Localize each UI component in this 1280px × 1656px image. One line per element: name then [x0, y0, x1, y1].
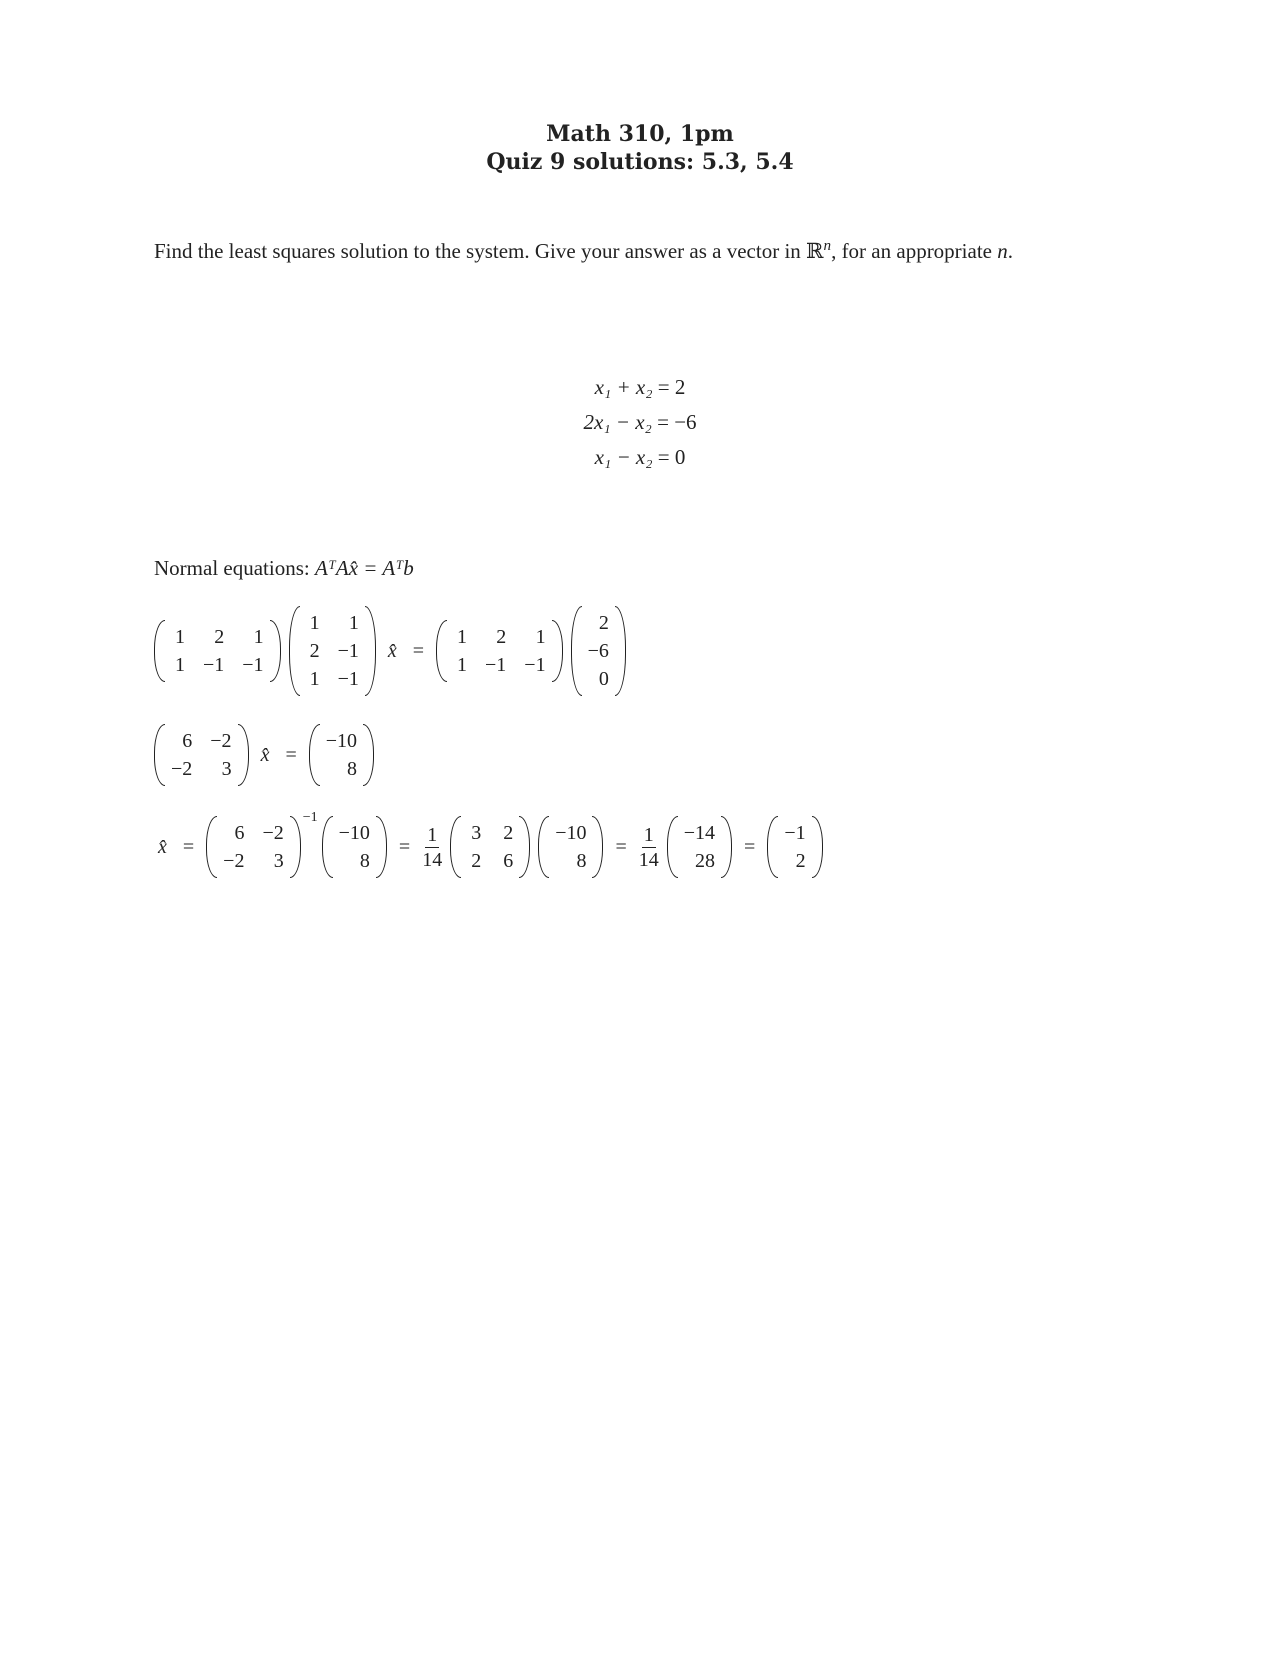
fraction: [422, 823, 442, 872]
system-row: [0, 405, 1280, 440]
vector-product: [667, 816, 732, 878]
system-row: [0, 440, 1280, 475]
equals-sign: =: [652, 375, 675, 399]
matrix-cells: [678, 816, 721, 878]
matrix-cells: [461, 816, 519, 878]
matrix-entry: 3: [471, 822, 482, 844]
matrix-adjugate: [450, 816, 530, 878]
equation-line-3: [150, 810, 827, 878]
matrix-entry: 2: [795, 850, 806, 872]
matrix-entry: 2: [496, 626, 507, 648]
matrix-cells: [333, 816, 376, 878]
right-paren: [592, 816, 603, 878]
matrix-entry: 0: [598, 668, 609, 690]
matrix-cells: [320, 724, 363, 786]
fraction-denominator: 14: [638, 848, 659, 871]
matrix-entry: 1: [253, 626, 264, 648]
matrix-entry: 1: [457, 626, 468, 648]
matrix-entry: −10: [555, 822, 587, 844]
right-paren: [552, 620, 563, 682]
matrix-entry: −1: [524, 654, 546, 676]
matrix-entry: −6: [587, 640, 609, 662]
set-symbol: ℝ: [806, 239, 824, 263]
equation-line-2: [150, 724, 378, 786]
matrix-a: [289, 606, 376, 696]
equals-sign: =: [182, 835, 195, 858]
system-lhs: x₁ − x₂: [594, 445, 653, 469]
matrix-entry: −2: [223, 850, 245, 872]
equals-sign: =: [412, 639, 425, 662]
matrix-entry: −1: [485, 654, 507, 676]
matrix-entry: −1: [242, 654, 264, 676]
right-paren: [290, 816, 301, 878]
matrix-entry: 1: [309, 668, 320, 690]
matrix-cells: [165, 724, 238, 786]
left-paren: [322, 816, 333, 878]
linear-system: [0, 370, 1280, 475]
matrix-entry: 3: [221, 758, 232, 780]
fraction: [639, 823, 659, 872]
matrix-ata: [154, 724, 249, 786]
system-rhs: 2: [674, 375, 686, 399]
left-paren: [289, 606, 300, 696]
left-paren: [436, 620, 447, 682]
fraction-numerator: 1: [643, 823, 654, 846]
inverse-exponent: −1: [302, 810, 318, 825]
xhat-symbol: x̂: [260, 743, 270, 766]
right-paren: [376, 816, 387, 878]
right-paren: [363, 724, 374, 786]
normal-equation: AᵀAx̂ = Aᵀb⃗: [314, 556, 431, 580]
matrix-entry: −1: [337, 668, 359, 690]
matrix-entry: 8: [576, 850, 587, 872]
matrix-entry: 2: [214, 626, 225, 648]
normal-label: Normal equations:: [154, 556, 315, 580]
matrix-entry: 1: [175, 654, 185, 676]
matrix-entry: −2: [171, 758, 193, 780]
matrix-cells: [217, 816, 290, 878]
right-paren: [721, 816, 732, 878]
matrix-cells: [778, 816, 811, 878]
equals-sign: =: [398, 835, 411, 858]
left-paren: [667, 816, 678, 878]
right-paren: [519, 816, 530, 878]
right-paren: [238, 724, 249, 786]
matrix-entry: 6: [234, 822, 245, 844]
right-paren: [365, 606, 376, 696]
equals-sign: =: [652, 445, 675, 469]
matrix-cells: [300, 606, 365, 696]
matrix-entry: −2: [262, 822, 284, 844]
xhat-symbol: x̂: [158, 835, 167, 858]
matrix-a-transpose: [154, 620, 281, 682]
right-paren: [615, 606, 626, 696]
matrix-entry: −10: [325, 730, 358, 752]
equals-sign: =: [744, 835, 756, 858]
matrix-entry: 8: [359, 850, 370, 872]
xhat-symbol: x̂: [387, 639, 397, 662]
matrix-entry: 1: [175, 626, 185, 648]
course-title: Math 310, 1pm: [546, 121, 734, 147]
left-paren: [154, 724, 165, 786]
matrix-entry: 2: [471, 850, 482, 872]
equals-sign: =: [651, 410, 675, 434]
matrix-entry: 2: [503, 822, 514, 844]
matrix-ata: [206, 816, 301, 878]
matrix-a-transpose: [436, 620, 563, 682]
vector-atb: [322, 816, 387, 878]
matrix-entry: 1: [309, 612, 320, 634]
quiz-title: Quiz 9 solutions: 5.3, 5.4: [486, 149, 794, 175]
matrix-entry: −1: [337, 640, 359, 662]
matrix-entry: −1: [784, 822, 806, 844]
system-row: [0, 370, 1280, 405]
matrix-entry: 1: [535, 626, 546, 648]
left-paren: [538, 816, 549, 878]
equals-sign: =: [615, 835, 627, 858]
left-paren: [450, 816, 461, 878]
matrix-entry: 2: [309, 640, 320, 662]
matrix-entry: 28: [695, 850, 716, 872]
matrix-entry: −10: [338, 822, 370, 844]
matrix-entry: 1: [457, 654, 468, 676]
system-lhs: 2x₁ − x₂: [583, 410, 652, 434]
fraction-denominator: 14: [422, 848, 443, 871]
left-paren: [767, 816, 778, 878]
matrix-entry: 1: [348, 612, 359, 634]
set-exponent: n: [823, 238, 832, 254]
matrix-cells: [165, 620, 270, 682]
equation-line-1: [150, 606, 630, 696]
left-paren: [571, 606, 582, 696]
system-lhs: x₁ + x₂: [594, 375, 653, 399]
matrix-entry: −2: [210, 730, 232, 752]
matrix-cells: [447, 620, 552, 682]
prompt-text-a: Find the least squares solution to the system. Give your answer as a vector in: [154, 239, 807, 263]
matrix-entry: −1: [203, 654, 225, 676]
equals-sign: =: [285, 743, 297, 766]
matrix-entry: 3: [273, 850, 284, 872]
prompt-text-b: , for an appropriate: [831, 239, 998, 263]
left-paren: [206, 816, 217, 878]
matrix-entry: 6: [503, 850, 514, 872]
title-block: [0, 120, 1280, 176]
left-paren: [309, 724, 320, 786]
matrix-entry: 8: [347, 758, 358, 780]
system-rhs: −6: [674, 410, 697, 434]
matrix-entry: −14: [683, 822, 716, 844]
matrix-cells: [582, 606, 615, 696]
matrix-entry: 6: [182, 730, 193, 752]
right-paren: [812, 816, 823, 878]
vector-atb: [538, 816, 603, 878]
normal-equations: [154, 556, 430, 581]
fraction-numerator: 1: [427, 823, 438, 846]
vector-result: [767, 816, 822, 878]
matrix-cells: [549, 816, 592, 878]
vector-b: [571, 606, 626, 696]
prompt-text-c: .: [1007, 239, 1013, 263]
prompt-var: n: [997, 239, 1008, 263]
matrix-entry: 2: [598, 612, 609, 634]
problem-prompt: [154, 232, 1054, 266]
vector-atb: [309, 724, 374, 786]
system-rhs: 0: [674, 445, 686, 469]
left-paren: [154, 620, 165, 682]
right-paren: [270, 620, 281, 682]
